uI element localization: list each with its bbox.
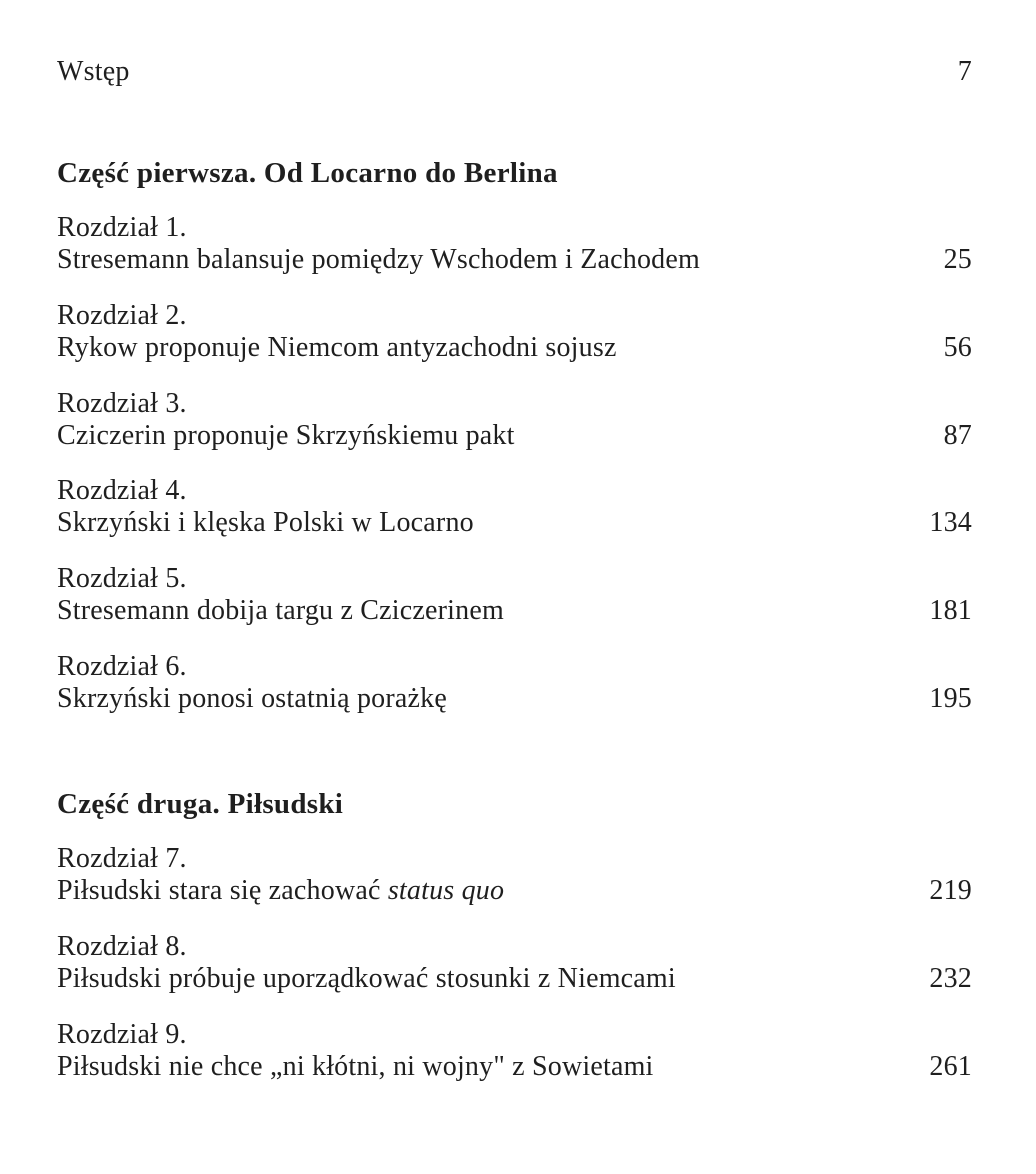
- toc-entry-chapter: [57, 300, 972, 364]
- chapter-page: 181: [929, 595, 972, 626]
- chapter-label: Rozdział 7.: [57, 843, 187, 874]
- chapter-page: 87: [943, 420, 972, 451]
- toc-entry-chapter: [57, 651, 972, 715]
- toc-entry-chapter: [57, 843, 972, 907]
- toc-entry-chapter: [57, 1019, 972, 1083]
- chapter-label: Rozdział 3.: [57, 388, 187, 419]
- chapter-title: Skrzyński ponosi ostatnią porażkę: [57, 683, 447, 714]
- chapter-title: Stresemann balansuje pomiędzy Wschodem i Zachodem: [57, 244, 700, 275]
- toc-entry-chapter: [57, 212, 972, 276]
- toc-entry-chapter: [57, 931, 972, 995]
- chapter-title: [57, 875, 504, 906]
- chapter-page: 56: [943, 332, 972, 363]
- toc-entry-chapter: [57, 563, 972, 627]
- chapter-page: 25: [943, 244, 972, 275]
- chapter-page: 232: [929, 963, 972, 994]
- chapter-label: Rozdział 5.: [57, 563, 187, 594]
- part-heading: Część druga. Piłsudski: [57, 788, 344, 820]
- chapter-label: Rozdział 6.: [57, 651, 187, 682]
- chapter-page: 134: [929, 507, 972, 538]
- chapter-title: Rykow proponuje Niemcom antyzachodni sojusz: [57, 332, 617, 363]
- chapter-title: Cziczerin proponuje Skrzyńskiemu pakt: [57, 420, 515, 451]
- chapter-title: Piłsudski próbuje uporządkować stosunki z Niemcami: [57, 963, 676, 994]
- chapter-title-text: Piłsudski stara się zachować: [57, 875, 388, 906]
- chapter-page: 261: [929, 1051, 972, 1082]
- chapter-label: Rozdział 1.: [57, 212, 187, 243]
- toc-entry-intro: [57, 56, 972, 88]
- chapter-label: Rozdział 4.: [57, 475, 187, 506]
- chapter-label: Rozdział 9.: [57, 1019, 187, 1050]
- toc-entry-title: Wstęp: [57, 56, 130, 87]
- chapter-label: Rozdział 8.: [57, 931, 187, 962]
- chapter-title: Stresemann dobija targu z Cziczerinem: [57, 595, 504, 626]
- chapter-page: 195: [929, 683, 972, 714]
- toc-entry-page: 7: [957, 56, 972, 87]
- chapter-title: Piłsudski nie chce „ni kłótni, ni wojny" z Sowietami: [57, 1051, 654, 1082]
- chapter-label: Rozdział 2.: [57, 300, 187, 331]
- toc-entry-chapter: [57, 388, 972, 452]
- part-heading: Część pierwsza. Od Locarno do Berlina: [57, 157, 558, 189]
- chapter-page: 219: [929, 875, 972, 906]
- toc-entry-chapter: [57, 475, 972, 539]
- chapter-title: Skrzyński i klęska Polski w Locarno: [57, 507, 474, 538]
- chapter-title-italic: status quo: [387, 875, 505, 906]
